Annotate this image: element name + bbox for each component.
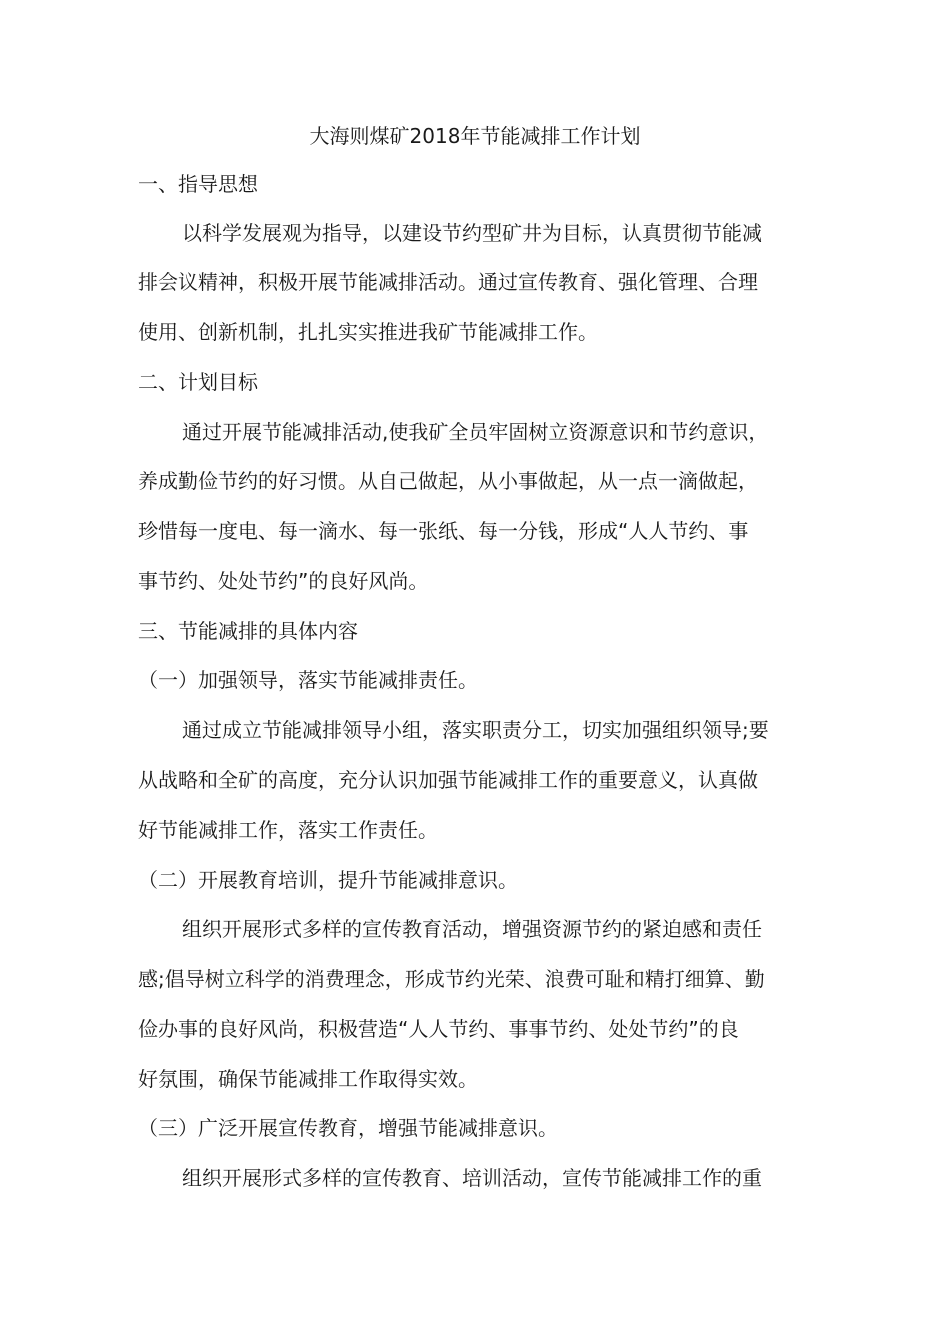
subheading-publicity-education: （三）广泛开展宣传教育，增强节能减排意识。 — [138, 1116, 558, 1140]
paragraph-line: 珍惜每一度电、每一滴水、每一张纸、每一分钱，形成“人人节约、事 — [138, 519, 749, 543]
heading-guiding-thought: 一、指导思想 — [138, 172, 258, 196]
paragraph-line: 好氛围，确保节能减排工作取得实效。 — [138, 1067, 478, 1091]
paragraph-line: 组织开展形式多样的宣传教育、培训活动，宣传节能减排工作的重 — [182, 1166, 762, 1190]
paragraph-line: 以科学发展观为指导，以建设节约型矿井为目标，认真贯彻节能减 — [182, 221, 762, 245]
heading-specific-content: 三、节能减排的具体内容 — [138, 619, 358, 643]
paragraph-line: 排会议精神，积极开展节能减排活动。通过宣传教育、强化管理、合理 — [138, 270, 758, 294]
paragraph-line: 俭办事的良好风尚，积极营造“人人节约、事事节约、处处节约”的良 — [138, 1017, 739, 1041]
paragraph-line: 通过开展节能减排活动,使我矿全员牢固树立资源意识和节约意识， — [182, 420, 769, 444]
heading-plan-goal: 二、计划目标 — [138, 370, 258, 394]
document-title: 大海则煤矿2018年节能减排工作计划 — [309, 124, 641, 148]
paragraph-line: 组织开展形式多样的宣传教育活动，增强资源节约的紧迫感和责任 — [182, 917, 762, 941]
paragraph-line: 从战略和全矿的高度，充分认识加强节能减排工作的重要意义，认真做 — [138, 768, 758, 792]
paragraph-line: 使用、创新机制，扎扎实实推进我矿节能减排工作。 — [138, 320, 598, 344]
subheading-strengthen-leadership: （一）加强领导，落实节能减排责任。 — [138, 668, 478, 692]
paragraph-line: 养成勤俭节约的好习惯。从自己做起，从小事做起，从一点一滴做起， — [138, 469, 758, 493]
paragraph-line: 通过成立节能减排领导小组，落实职责分工，切实加强组织领导;要 — [182, 718, 769, 742]
subheading-education-training: （二）开展教育培训，提升节能减排意识。 — [138, 868, 518, 892]
paragraph-line: 好节能减排工作，落实工作责任。 — [138, 818, 438, 842]
paragraph-line: 感;倡导树立科学的消费理念，形成节约光荣、浪费可耻和精打细算、勤 — [138, 967, 765, 991]
paragraph-line: 事节约、处处节约”的良好风尚。 — [138, 569, 429, 593]
